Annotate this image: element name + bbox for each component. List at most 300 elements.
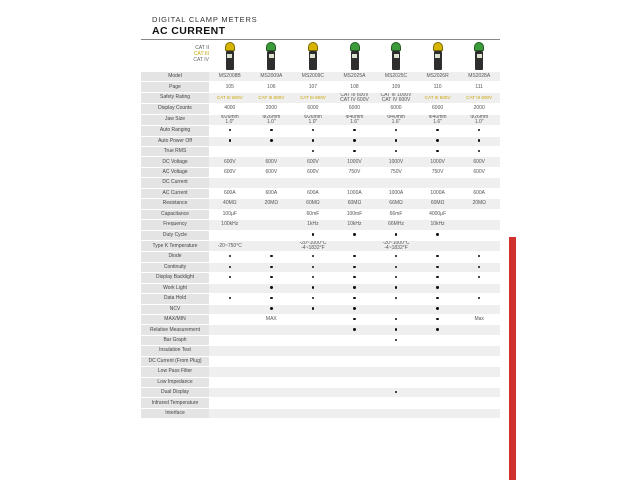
clamp-meter-image <box>431 42 445 70</box>
spec-cell <box>375 178 417 188</box>
spec-cell: 600V <box>251 167 293 177</box>
feature-dot <box>375 262 417 272</box>
spec-cell <box>417 398 459 408</box>
meter-display-icon <box>310 54 315 58</box>
spec-cell: Φ40mm 1.6" <box>375 114 417 125</box>
bullet-icon <box>270 139 272 141</box>
bullet-icon <box>312 297 314 299</box>
spec-cell <box>417 377 459 387</box>
spec-cell: 6000 <box>292 104 334 114</box>
accent-bar <box>509 237 516 480</box>
spec-row <box>141 314 500 324</box>
bullet-icon <box>436 286 438 288</box>
bullet-icon <box>395 276 397 278</box>
clamp-meter-image <box>306 42 320 70</box>
spec-cell <box>417 178 459 188</box>
spec-cell: 2000 <box>458 104 500 114</box>
spec-cell: 600V <box>292 167 334 177</box>
spec-row <box>141 273 500 283</box>
feature-dot <box>458 126 500 136</box>
clamp-jaw-icon <box>433 42 443 51</box>
bullet-icon <box>312 266 314 268</box>
spec-row-label: Low Pass Filter <box>141 367 209 377</box>
spec-cell <box>251 240 293 251</box>
spec-cell: 600V <box>458 167 500 177</box>
spec-row <box>141 325 500 335</box>
bullet-icon <box>395 129 397 131</box>
spec-cell: 600A <box>209 188 251 198</box>
bullet-icon <box>353 233 355 235</box>
spec-cell: 66mF <box>375 209 417 219</box>
bullet-icon <box>436 129 438 131</box>
bullet-icon <box>312 139 314 141</box>
feature-dot <box>209 136 251 146</box>
clamp-meter-image <box>348 42 362 70</box>
feature-dot <box>292 230 334 240</box>
spec-cell <box>458 325 500 335</box>
spec-cell: 750V <box>417 167 459 177</box>
spec-cell: Φ26mm 1.0" <box>209 114 251 125</box>
bullet-icon <box>395 297 397 299</box>
feature-dot <box>375 136 417 146</box>
bullet-icon <box>353 150 355 152</box>
spec-cell: 1000A <box>417 188 459 198</box>
spec-cell: 2000 <box>251 104 293 114</box>
bullet-icon <box>229 255 231 257</box>
feature-dot <box>334 314 376 324</box>
spec-cell: 600A <box>251 188 293 198</box>
spec-cell <box>209 314 251 324</box>
bullet-icon <box>395 266 397 268</box>
spec-cell: 111 <box>458 82 500 92</box>
spec-cell: 600V <box>209 167 251 177</box>
bullet-icon <box>436 297 438 299</box>
spec-cell <box>251 377 293 387</box>
spec-cell: 4000 <box>209 104 251 114</box>
bullet-icon <box>436 266 438 268</box>
spec-cell <box>334 377 376 387</box>
spec-cell <box>375 346 417 356</box>
spec-cell <box>458 304 500 314</box>
spec-cell <box>458 209 500 219</box>
feature-dot <box>292 136 334 146</box>
spec-row <box>141 114 500 125</box>
spec-cell: MS2026R <box>417 72 459 82</box>
spec-cell <box>209 346 251 356</box>
spec-row <box>141 388 500 398</box>
spec-cell <box>251 356 293 366</box>
spec-row <box>141 408 500 418</box>
spec-cell <box>251 230 293 240</box>
spec-cell: Φ26mm 1.0" <box>292 114 334 125</box>
feature-dot <box>375 283 417 293</box>
bullet-icon <box>312 233 314 235</box>
spec-cell: 6000 <box>417 104 459 114</box>
spec-cell <box>209 304 251 314</box>
spec-row <box>141 157 500 167</box>
feature-dot <box>209 252 251 262</box>
feature-dot <box>417 262 459 272</box>
spec-cell: 750V <box>334 167 376 177</box>
spec-cell <box>209 388 251 398</box>
bullet-icon <box>436 150 438 152</box>
spec-row <box>141 252 500 262</box>
bullet-icon <box>312 150 314 152</box>
spec-cell: 750V <box>375 167 417 177</box>
spec-cell <box>209 367 251 377</box>
spec-cell <box>417 408 459 418</box>
spec-cell: MAX <box>251 314 293 324</box>
feature-dot <box>292 262 334 272</box>
feature-dot <box>375 388 417 398</box>
feature-dot <box>375 294 417 304</box>
spec-cell <box>375 377 417 387</box>
feature-dot <box>292 283 334 293</box>
spec-cell <box>334 388 376 398</box>
feature-dot <box>251 126 293 136</box>
bullet-icon <box>436 318 438 320</box>
spec-cell: MS2009A <box>251 72 293 82</box>
spec-row-label: Auto Power Off <box>141 136 209 146</box>
feature-dot <box>417 136 459 146</box>
bullet-icon <box>353 129 355 131</box>
spec-cell <box>251 335 293 345</box>
feature-dot <box>292 126 334 136</box>
spec-row-label: AC Voltage <box>141 167 209 177</box>
spec-row <box>141 167 500 177</box>
section-title: AC CURRENT <box>152 25 226 37</box>
spec-cell: 100mF <box>334 209 376 219</box>
bullet-icon <box>395 286 397 288</box>
spec-cell <box>458 398 500 408</box>
spec-cell <box>251 325 293 335</box>
spec-cell: 1kHz <box>292 220 334 230</box>
clamp-jaw-icon <box>266 42 276 51</box>
spec-cell <box>417 388 459 398</box>
spec-cell: CAT III 600V <box>251 92 293 103</box>
spec-cell <box>292 325 334 335</box>
feature-dot <box>375 252 417 262</box>
spec-cell <box>417 367 459 377</box>
feature-dot <box>209 262 251 272</box>
feature-dot <box>292 147 334 157</box>
spec-cell <box>375 367 417 377</box>
spec-cell: 600A <box>458 188 500 198</box>
meter-display-icon <box>352 54 357 58</box>
feature-dot <box>375 325 417 335</box>
spec-row <box>141 377 500 387</box>
bullet-icon <box>395 255 397 257</box>
bullet-icon <box>229 276 231 278</box>
spec-cell: 100μF <box>209 209 251 219</box>
spec-cell <box>292 367 334 377</box>
spec-row-label: Insulation Test <box>141 346 209 356</box>
spec-cell: CAT III 1000V CAT IV 600V <box>375 92 417 103</box>
spec-row <box>141 398 500 408</box>
spec-cell: 600V <box>251 157 293 167</box>
spec-row <box>141 240 500 251</box>
spec-cell: Φ40mm 1.6" <box>417 114 459 125</box>
feature-dot <box>334 273 376 283</box>
spec-row <box>141 136 500 146</box>
spec-cell: Φ40mm 1.6" <box>334 114 376 125</box>
feature-dot <box>417 126 459 136</box>
spec-cell <box>334 178 376 188</box>
spec-row <box>141 72 500 82</box>
bullet-icon <box>395 328 397 330</box>
feature-dot <box>458 294 500 304</box>
spec-cell <box>334 346 376 356</box>
spec-cell: 20MΩ <box>458 199 500 209</box>
spec-row-label: Resistance <box>141 199 209 209</box>
spec-cell <box>209 178 251 188</box>
spec-cell <box>334 356 376 366</box>
header-divider <box>141 39 500 40</box>
spec-cell: 110 <box>417 82 459 92</box>
clamp-jaw-icon <box>225 42 235 51</box>
bullet-icon <box>395 139 397 141</box>
spec-cell: Φ26mm 1.0" <box>458 114 500 125</box>
bullet-icon <box>270 307 272 309</box>
spec-cell <box>458 367 500 377</box>
meter-display-icon <box>435 54 440 58</box>
spec-cell: 105 <box>209 82 251 92</box>
spec-row <box>141 199 500 209</box>
spec-row-label: MAX/MIN <box>141 314 209 324</box>
spec-cell <box>458 356 500 366</box>
spec-cell <box>334 398 376 408</box>
spec-row-label: DC Current <box>141 178 209 188</box>
bullet-icon <box>312 255 314 257</box>
feature-dot <box>292 294 334 304</box>
feature-dot <box>417 325 459 335</box>
bullet-icon <box>312 129 314 131</box>
spec-cell <box>251 209 293 219</box>
spec-cell <box>209 408 251 418</box>
spec-cell <box>292 377 334 387</box>
spec-cell <box>209 356 251 366</box>
spec-cell <box>458 388 500 398</box>
spec-row <box>141 147 500 157</box>
spec-row-label: Infrared Temperature <box>141 398 209 408</box>
bullet-icon <box>436 233 438 235</box>
spec-cell: 100kHz <box>209 220 251 230</box>
spec-cell <box>334 240 376 251</box>
bullet-icon <box>395 339 397 341</box>
feature-dot <box>375 147 417 157</box>
bullet-icon <box>353 266 355 268</box>
feature-dot <box>417 304 459 314</box>
spec-row-label: Bar Graph <box>141 335 209 345</box>
spec-row <box>141 230 500 240</box>
spec-row <box>141 178 500 188</box>
feature-dot <box>292 304 334 314</box>
bullet-icon <box>395 318 397 320</box>
spec-cell <box>292 398 334 408</box>
spec-cell <box>251 408 293 418</box>
spec-row-label: Display Backlight <box>141 273 209 283</box>
spec-row-label: Interface <box>141 408 209 418</box>
feature-dot <box>417 314 459 324</box>
spec-row-label: True RMS <box>141 147 209 157</box>
spec-cell <box>458 230 500 240</box>
feature-dot <box>251 262 293 272</box>
feature-dot <box>251 136 293 146</box>
spec-cell <box>292 408 334 418</box>
feature-dot <box>458 136 500 146</box>
feature-dot <box>292 273 334 283</box>
spec-cell <box>458 335 500 345</box>
spec-cell: 1000V <box>334 157 376 167</box>
bullet-icon <box>270 255 272 257</box>
cat-legend-cat4: CAT IV <box>193 57 209 63</box>
spec-cell: MS2028A <box>458 72 500 82</box>
feature-dot <box>417 252 459 262</box>
bullet-icon <box>436 276 438 278</box>
spec-cell: MS2008B <box>209 72 251 82</box>
spec-row-label: DC Voltage <box>141 157 209 167</box>
meter-display-icon <box>227 54 232 58</box>
spec-cell: Max <box>458 314 500 324</box>
spec-cell <box>417 346 459 356</box>
spec-cell <box>375 398 417 408</box>
feature-dot <box>251 283 293 293</box>
spec-cell <box>251 220 293 230</box>
spec-row <box>141 220 500 230</box>
bullet-icon <box>229 139 231 141</box>
spec-row <box>141 367 500 377</box>
spec-cell: 20MΩ <box>251 199 293 209</box>
spec-cell <box>251 346 293 356</box>
spec-table <box>141 72 500 419</box>
spec-row-label: Continuity <box>141 262 209 272</box>
feature-dot <box>417 283 459 293</box>
clamp-meter-image <box>223 42 237 70</box>
feature-dot <box>334 147 376 157</box>
spec-cell: CAT III 600V <box>458 92 500 103</box>
spec-row <box>141 126 500 136</box>
spec-row-label: Auto Ranging <box>141 126 209 136</box>
spec-row-label: Low Impedance <box>141 377 209 387</box>
section-supertitle: DIGITAL CLAMP METERS <box>152 15 258 24</box>
clamp-jaw-icon <box>391 42 401 51</box>
spec-cell: -20~1000°C -4~1832°F <box>292 240 334 251</box>
bullet-icon <box>478 297 480 299</box>
bullet-icon <box>270 129 272 131</box>
spec-row <box>141 92 500 103</box>
spec-row <box>141 294 500 304</box>
spec-cell <box>292 356 334 366</box>
bullet-icon <box>312 276 314 278</box>
spec-cell: -20~750°C <box>209 240 251 251</box>
spec-cell <box>209 335 251 345</box>
clamp-jaw-icon <box>350 42 360 51</box>
spec-cell: 1000V <box>417 157 459 167</box>
feature-dot <box>417 294 459 304</box>
spec-cell <box>209 283 251 293</box>
feature-dot <box>334 325 376 335</box>
bullet-icon <box>312 307 314 309</box>
spec-row-label: AC Current <box>141 188 209 198</box>
spec-cell: 4000μF <box>417 209 459 219</box>
feature-dot <box>458 262 500 272</box>
clamp-meter-image <box>472 42 486 70</box>
spec-row <box>141 335 500 345</box>
meter-display-icon <box>394 54 399 58</box>
feature-dot <box>334 252 376 262</box>
spec-cell <box>458 408 500 418</box>
spec-row-label: Type K Temperature <box>141 240 209 251</box>
bullet-icon <box>478 139 480 141</box>
bullet-icon <box>270 297 272 299</box>
feature-dot <box>251 304 293 314</box>
feature-dot <box>209 294 251 304</box>
bullet-icon <box>478 150 480 152</box>
spec-cell <box>375 408 417 418</box>
bullet-icon <box>395 391 397 393</box>
bullet-icon <box>353 139 355 141</box>
spec-cell <box>334 335 376 345</box>
spec-cell: 600V <box>292 157 334 167</box>
catalog-header <box>152 15 257 37</box>
bullet-icon <box>478 266 480 268</box>
feature-dot <box>334 304 376 314</box>
spec-cell <box>292 388 334 398</box>
bullet-icon <box>478 129 480 131</box>
spec-cell: CAT III 600V <box>209 92 251 103</box>
spec-cell <box>417 240 459 251</box>
spec-row-label: Dual Display <box>141 388 209 398</box>
spec-row-label: Diode <box>141 252 209 262</box>
feature-dot <box>251 252 293 262</box>
spec-cell: 60MΩ <box>417 199 459 209</box>
bullet-icon <box>229 266 231 268</box>
feature-dot <box>334 262 376 272</box>
spec-cell <box>251 398 293 408</box>
cat-rating-legend <box>141 45 209 63</box>
spec-cell: CAT III 600V <box>417 92 459 103</box>
feature-dot <box>417 147 459 157</box>
bullet-icon <box>270 286 272 288</box>
spec-cell: 60MΩ <box>292 199 334 209</box>
bullet-icon <box>436 307 438 309</box>
feature-dot <box>251 273 293 283</box>
spec-cell: 60mF <box>292 209 334 219</box>
spec-row-label: DC Current (From Plug) <box>141 356 209 366</box>
bullet-icon <box>229 297 231 299</box>
spec-cell <box>209 325 251 335</box>
feature-dot <box>375 335 417 345</box>
spec-cell <box>334 408 376 418</box>
spec-row-label: Jaw Size <box>141 114 209 125</box>
spec-cell <box>417 356 459 366</box>
spec-cell: 600V <box>458 157 500 167</box>
feature-dot <box>292 252 334 262</box>
spec-row-label: Relative Measurement <box>141 325 209 335</box>
spec-cell <box>292 335 334 345</box>
spec-cell: 6000 <box>334 104 376 114</box>
bullet-icon <box>436 328 438 330</box>
spec-cell <box>292 314 334 324</box>
feature-dot <box>209 273 251 283</box>
spec-row-label: Page <box>141 82 209 92</box>
bullet-icon <box>436 255 438 257</box>
spec-cell: 1000V <box>375 157 417 167</box>
bullet-icon <box>353 255 355 257</box>
spec-cell: 109 <box>375 82 417 92</box>
meter-display-icon <box>269 54 274 58</box>
feature-dot <box>458 273 500 283</box>
